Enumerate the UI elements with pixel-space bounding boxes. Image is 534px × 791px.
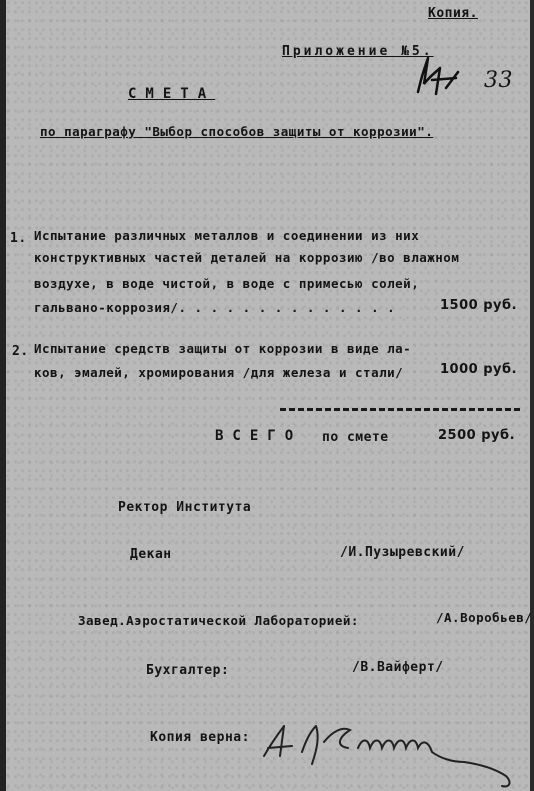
document-subtitle: по параграфу "Выбор способов защиты от коррозии". — [40, 124, 434, 139]
item-line: воздухе, в воде чистой, в воде с примесью солей, — [34, 276, 420, 291]
copy-mark: Копия. — [428, 6, 478, 21]
total-label: ВСЕГО — [215, 428, 303, 444]
item-number: 2. — [12, 344, 29, 359]
signature-role: Декан — [130, 547, 172, 562]
item-amount: 1500 руб. — [440, 298, 518, 313]
item-amount: 1000 руб. — [440, 362, 518, 377]
signature-name: /А.Воробьев/ — [436, 610, 533, 625]
scan-edge-right — [530, 0, 534, 791]
total-middle-text: по смете — [322, 430, 389, 445]
signature-role: Ректор Института — [118, 500, 252, 515]
appendix-label: Приложение №5. — [282, 44, 434, 59]
item-line: Испытание различных металлов и соединении из них — [34, 228, 420, 243]
signature-name: /И.Пузыревский/ — [340, 545, 465, 560]
scan-edge-left — [0, 0, 6, 791]
document-title: СМЕТА — [128, 86, 216, 102]
item-number: 1. — [10, 231, 27, 246]
handwritten-number: 33 — [484, 68, 513, 93]
item-line: конструктивных частей деталей на коррозию /во влажном — [34, 250, 460, 265]
total-rule — [280, 408, 520, 411]
item-line: ков, эмалей, хромирования /для железа и стали/ — [34, 365, 404, 380]
signature-role: Бухгалтер: — [146, 663, 230, 678]
total-amount: 2500 руб. — [438, 428, 516, 443]
item-line: Испытание средств защиты от коррозии в виде ла- — [34, 341, 412, 356]
signature-role: Завед.Аэростатической Лабораторией: — [78, 613, 359, 628]
signature-name: /В.Вайферт/ — [352, 660, 444, 675]
signature-role: Копия верна: — [150, 730, 250, 745]
item-line: гальвано-коррозия/. . . . . . . . . . . . . . — [34, 300, 396, 315]
handwritten-signature — [258, 712, 528, 791]
